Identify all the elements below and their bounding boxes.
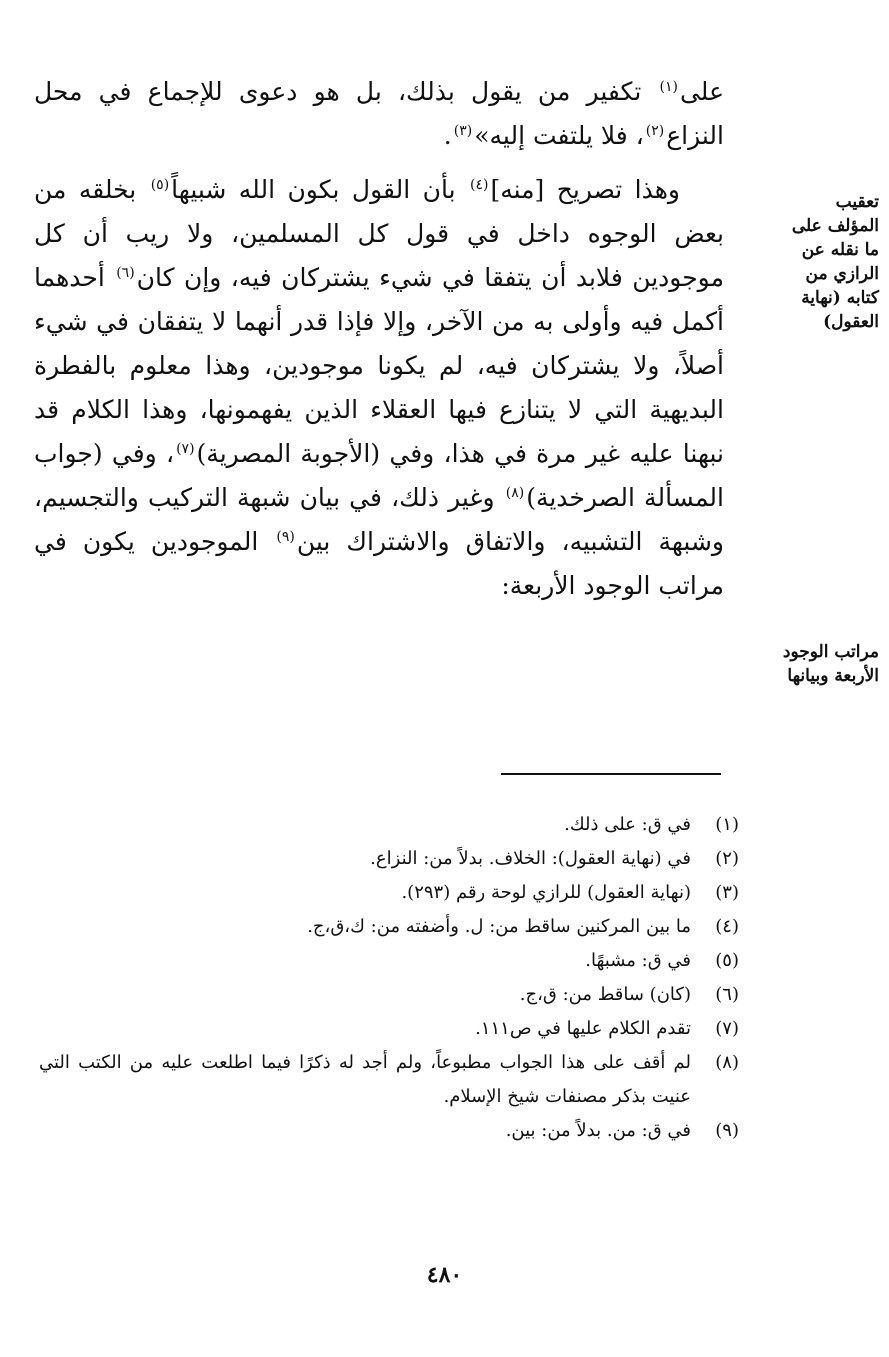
footnote-number: (٩)	[715, 1120, 739, 1141]
margin-note-author-comment	[749, 190, 879, 334]
footnote-number: (٢)	[715, 848, 739, 869]
footnote-separator	[501, 773, 721, 775]
footnote-number: (١)	[715, 814, 739, 835]
footnote-ref-7[interactable]: (٧)	[176, 440, 195, 457]
footnote-text: في ق: مشبهًا.	[585, 950, 691, 971]
footnote-number: (٧)	[715, 1018, 739, 1039]
footnote-text: في ق: من. بدلاً من: بين.	[505, 1120, 691, 1141]
footnote-number: (٨)	[715, 1052, 739, 1073]
main-text	[34, 70, 724, 608]
footnote-text: ما بين المركنين ساقط من: ل. وأضفته من: ك،ق،ج.	[307, 916, 691, 937]
footnote-item	[39, 842, 739, 876]
footnote-ref-3[interactable]: (٣)	[453, 122, 473, 139]
text-run: أحدهما أكمل فيه وأولى به من الآخر، وإلا فإذا قدر أنهما لا يتفقان في شيء أصلاً، ولا يشتركان فيه، لم يكونا موجودين، وهذا معلوم بالفطرة البديهية التي لا يتنازع فيها العقلاء الذين يفهمونها، وهذا الكلام قد نبهنا عليه غير مرة في هذا، وفي (الأجوبة المصرية)	[34, 263, 724, 468]
text-run: ، فلا يلتفت إليه»	[474, 121, 644, 150]
footnote-ref-9[interactable]: (٩)	[276, 528, 295, 545]
margin-note-line: كتابه (نهاية	[801, 288, 879, 308]
footnote-item	[39, 1046, 739, 1114]
text-run: الموجودين يكون في مراتب الوجود الأربعة:	[34, 527, 724, 600]
footnote-text: (كان) ساقط من: ق،ج.	[519, 984, 691, 1005]
paragraph-1	[34, 70, 724, 158]
margin-note-line: المؤلف على	[791, 216, 879, 236]
footnote-item	[39, 808, 739, 842]
text-run: ، وفي (جواب المسألة الصرخدية)	[34, 439, 724, 512]
footnote-item	[39, 1012, 739, 1046]
footnote-text: لم أقف على هذا الجواب مطبوعاً، ولم أجد له ذكرًا فيما اطلعت عليه من الكتب التي عنيت بذكر مصنفات شيخ الإسلام.	[39, 1052, 691, 1107]
footnote-text: في (نهاية العقول): الخلاف. بدلاً من: النزاع.	[370, 848, 691, 869]
paragraph-2	[34, 168, 724, 608]
footnote-number: (٣)	[715, 882, 739, 903]
margin-note-line: الرازي من	[805, 264, 879, 284]
margin-note-line: تعقيب	[835, 192, 879, 212]
footnote-number: (٦)	[715, 984, 739, 1005]
footnote-item	[39, 876, 739, 910]
text-run: تكفير من يقول بذلك، بل هو دعوى للإجماع في محل النزاع	[34, 77, 724, 150]
footnote-ref-6[interactable]: (٦)	[116, 264, 135, 281]
footnote-number: (٤)	[715, 916, 739, 937]
margin-note-line: مراتب الوجود	[782, 642, 879, 662]
footnote-ref-8[interactable]: (٨)	[505, 484, 525, 501]
footnote-ref-1[interactable]: (١)	[659, 78, 678, 95]
footnote-number: (٥)	[715, 950, 739, 971]
footnote-text: في ق: على ذلك.	[564, 814, 691, 835]
footnote-item	[39, 944, 739, 978]
margin-note-levels-of-existence	[749, 640, 879, 688]
footnote-text: (نهاية العقول) للرازي لوحة رقم (٢٩٣).	[401, 882, 691, 903]
text-run: على	[679, 77, 724, 106]
page-number: ٤٨٠	[426, 1262, 463, 1288]
footnote-item	[39, 978, 739, 1012]
text-run: بخلقه من بعض الوجوه داخل في قول كل المسلمين، ولا ريب أن كل موجودين فلابد أن يتفقا في شيء يشتركان فيه، وإن كان	[34, 175, 724, 292]
text-run: بأن القول بكون الله شبيهاً	[171, 175, 468, 204]
margin-note-line: ما نقله عن	[801, 240, 879, 260]
footnote-item	[39, 910, 739, 944]
text-run: .	[443, 121, 452, 150]
margin-note-line: العقول)	[823, 312, 879, 332]
footnote-ref-4[interactable]: (٤)	[469, 176, 489, 193]
footnotes	[39, 808, 739, 1148]
margin-note-line: الأربعة وبيانها	[787, 666, 879, 686]
footnote-text: تقدم الكلام عليها في ص١١١.	[475, 1018, 691, 1039]
text-run: وغير ذلك، في بيان شبهة التركيب والتجسيم، وشبهة التشبيه، والاتفاق والاشتراك بين	[34, 483, 724, 556]
footnote-item	[39, 1114, 739, 1148]
text-run: وهذا تصريح [منه]	[490, 175, 680, 204]
footnote-ref-5[interactable]: (٥)	[150, 176, 170, 193]
footnote-ref-2[interactable]: (٢)	[645, 122, 665, 139]
